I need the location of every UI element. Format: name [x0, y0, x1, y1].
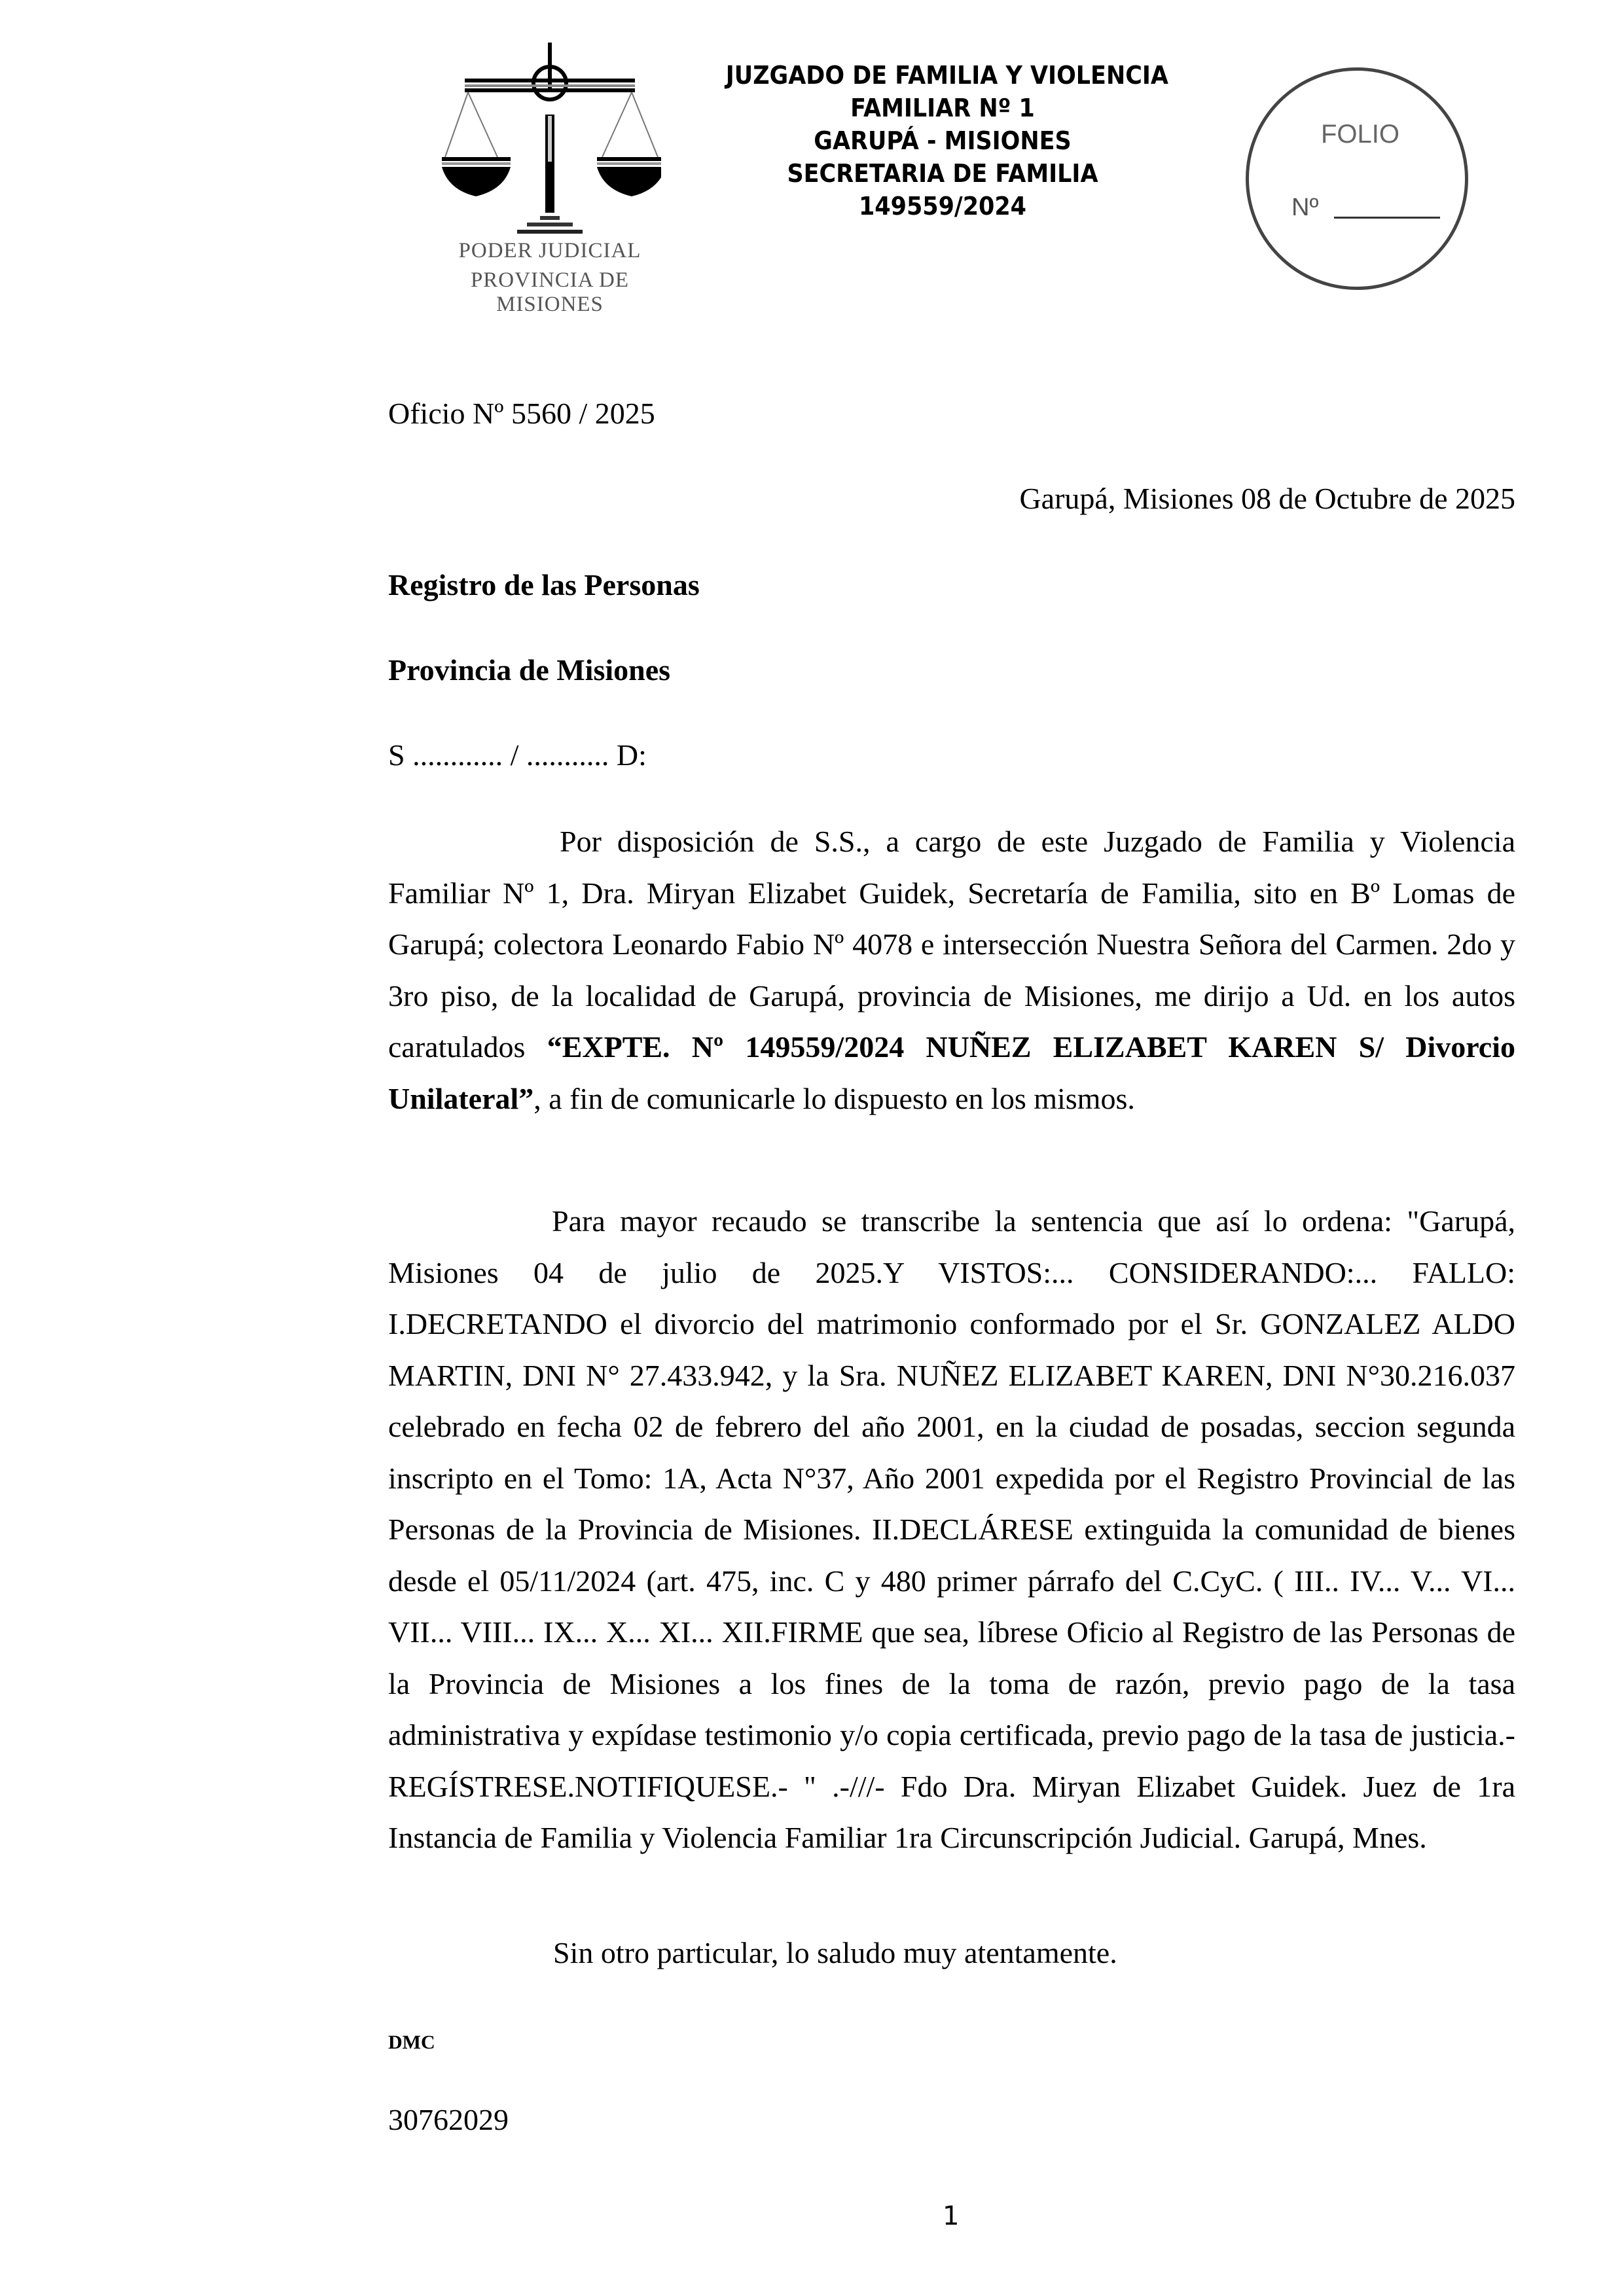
folio-stamp — [1246, 67, 1468, 290]
case-title: “EXPTE. Nº 149559/2024 NUÑEZ ELIZABET KAREN S/ Divorcio Unilateral” — [388, 1030, 1516, 1115]
court-name-line: FAMILIAR Nº 1 — [850, 94, 1035, 122]
case-number-line: 149559/2024 — [858, 192, 1027, 221]
page-number: 1 — [943, 2201, 960, 2231]
folio-number-label: Nº — [1291, 194, 1319, 221]
salutation: S ............ / ........... D: — [388, 738, 647, 772]
folio-number-blank-line — [1334, 217, 1440, 219]
folio-label: FOLIO — [1321, 120, 1400, 149]
body-paragraph-1 — [388, 816, 1515, 1124]
oficio-number: Oficio Nº 5560 / 2025 — [388, 397, 655, 430]
author-initials: DMC — [388, 2032, 435, 2053]
logo-text-provincia: PROVINCIA DE MISIONES — [470, 268, 630, 316]
closing-line: Sin otro particular, lo saludo muy atentamente. — [553, 1936, 1117, 1969]
recipient-line-2: Provincia de Misiones — [388, 653, 671, 687]
place-date: Garupá, Misiones 08 de Octubre de 2025 — [1019, 482, 1515, 515]
body-paragraph-2-sentence-transcript — [388, 1196, 1515, 1864]
logo-text-poder-judicial: PODER JUDICIAL — [458, 239, 641, 262]
paragraph-1-text: Por disposición de S.S., a cargo de este Juzgado de Familia y Violencia Familiar Nº 1, Dra. Miryan Elizabet Guidek, Secretaría de Familia, sito en Bº Lomas de Garupá; colectora Leonardo Fabio Nº 4078 e intersección Nuestra Señora del Carmen. 2do y 3ro piso, de la localidad de Garupá, provincia de Misiones, me dirijo a Ud. en los autos caratulados — [388, 825, 1515, 1064]
scales-of-justice-icon — [439, 43, 661, 239]
court-name-line: JUZGADO DE FAMILIA Y VIOLENCIA — [725, 61, 1168, 90]
court-secretary-line: SECRETARIA DE FAMILIA — [787, 159, 1098, 188]
sentence-transcript-text: Para mayor recaudo se transcribe la sentencia que así lo ordena: "Garupá, Misiones 04 de julio de 2025.Y VISTOS:... CONSIDERANDO:... FALLO: I.DECRETANDO el divorcio del matrimonio conformado por el Sr. GONZALEZ ALDO MARTIN, DNI N° 27.433.942, y la Sra. NUÑEZ ELIZABET KAREN, DNI N°30.216.037 celebrado en fecha 02 de febrero del año 2001, en la ciudad de posadas, seccion segunda inscripto en el Tomo: 1A, Acta N°37, Año 2001 expedida por el Registro Provincial de las Personas de la Provincia de Misiones. II.DECLÁRESE extinguida la comunidad de bienes desde el 05/11/2024 (art. 475, inc. C y 480 primer párrafo del C.CyC. ( III.. IV... V... VI... VII... VIII... IX... X... XI... XII.FIRME que sea, líbrese Oficio al Registro de las Personas de la Provincia de Misiones a los fines de la toma de razón, previo pago de la tasa administrativa y expídase testimonio y/o copia certificada, previo pago de la tasa de justicia.- REGÍSTRESE.NOTIFIQUESE.- " .-///- Fdo Dra. Miryan Elizabet Guidek. Juez de 1ra Instancia de Familia y Violencia Familiar 1ra Circunscripción Judicial. Garupá, Mnes. — [388, 1204, 1515, 1854]
paragraph-1-ending: , a fin de comunicarle lo dispuesto en los mismos. — [533, 1081, 1135, 1115]
poder-judicial-logo — [419, 43, 681, 316]
document-code: 30762029 — [388, 2103, 509, 2136]
recipient-line-1: Registro de las Personas — [388, 568, 700, 601]
court-header — [725, 59, 1168, 223]
court-location-line: GARUPÁ - MISIONES — [814, 126, 1072, 155]
